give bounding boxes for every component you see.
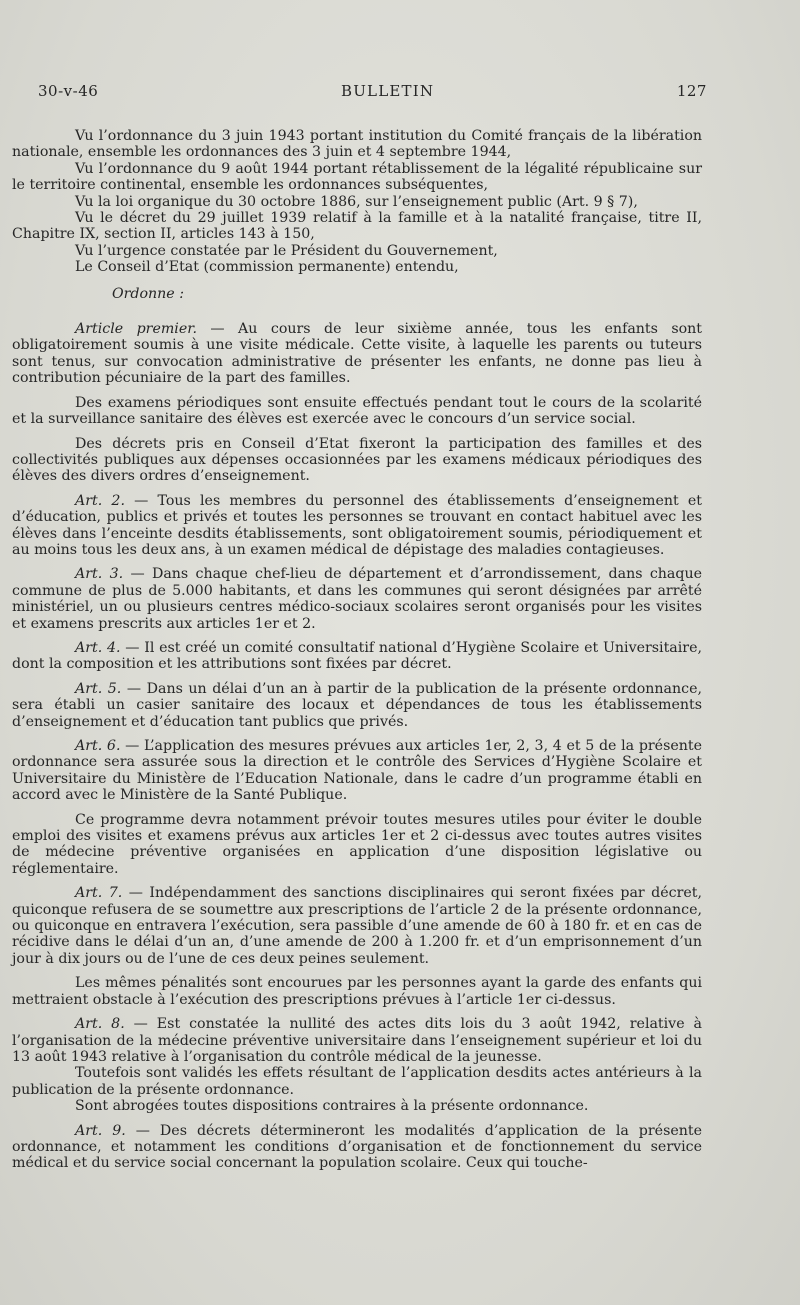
paragraph: Vu l’urgence constatée par le Président du Gouvernement, (75, 242, 498, 259)
paragraph: Art. 6. — L’application des mesures prévues aux articles 1er, 2, 3, 4 et 5 de la présente ordonnance sera assurée sous la direction et le contrôle des Services d’Hygiène Scolaire et Universitaire du Ministère de l’Education Nationale, dans le cadre d’un programme établi en accord avec le Ministère de la Santé Publique. (12, 738, 702, 804)
paragraph: Toutefois sont validés les effets résultant de l’application desdits actes antérieurs à la publication de la présente ordonnance. (12, 1065, 702, 1098)
page-header (38, 82, 707, 100)
paragraph: Art. 2. — Tous les membres du personnel des établissements d’enseignement et d’éducation, publics et privés et toutes les personnes se trouvant en contact habituel avec les élèves dans l’enceinte desdits établissements, sont obligatoirement soumis, périodiquement et au moins tous les deux ans, à un examen médical de dépistage des maladies contagieuses. (12, 492, 702, 558)
article-label: Art. 6. (75, 738, 121, 754)
paragraph: Art. 9. — Des décrets détermineront les modalités d’application de la présente ordonnance, et notamment les conditions d’organisation et de fonctionnement du service médical et du service social concernant la population scolaire. Ceux qui touche- (12, 1122, 702, 1172)
article-label: Article premier. (75, 321, 197, 338)
paragraph: Art. 8. — Est constatée la nullité des actes dits lois du 3 août 1942, relative à l’organisation de la médecine préventive universitaire dans l’enseignement supérieur et loi du 13 août 1943 relative à l’organisation du contrôle médical de la jeunesse. (12, 1016, 702, 1065)
paragraph: Art. 7. — Indépendamment des sanctions disciplinaires qui seront fixées par décret, quiconque refusera de se soumettre aux prescriptions de l’article 2 de la présente ordonnance, ou quiconque en entravera l’exécution, sera passible d’une amende de 60 à 180 fr. et en cas de récidive dans le délai d’un an, d’une amende de 200 à 1.200 fr. et d’un emprisonnement d’un jour à dix jours ou de l’une de ces deux peines seulement. (12, 885, 702, 967)
paragraph: Art. 5. — Dans un délai d’un an à partir de la publication de la présente ordonnance, sera établi un casier sanitaire des locaux et dépendances de tous les établissements d’enseignement et d’éducation tant publics que privés. (12, 680, 702, 730)
paragraph: Des décrets pris en Conseil d’Etat fixeront la participation des familles et des collectivités publiques aux dépenses occasionnées par les examens médicaux périodiques des élèves des divers ordres d’enseignement. (12, 435, 702, 485)
article-label: Art. 3. (75, 566, 124, 583)
paragraph: Le Conseil d’Etat (commission permanente) entendu, (75, 259, 459, 276)
article-label: Art. 7. (75, 885, 123, 902)
paragraph: Vu l’ordonnance du 9 août 1944 portant rétablissement de la légalité républicaine sur le territoire continental, ensemble les ordonnances subséquentes, (12, 160, 702, 194)
paragraph: Les mêmes pénalités sont encourues par les personnes ayant la garde des enfants qui mettraient obstacle à l’exécution des prescriptions prévues à l’article 1er ci-dessus. (12, 975, 702, 1008)
article-label: Art. 4. (75, 639, 121, 656)
ordonne-heading: Ordonne : (112, 285, 184, 302)
issue-date: 30-v-46 (38, 82, 99, 100)
paragraph: Des examens périodiques sont ensuite effectués pendant tout le cours de la scolarité et la surveillance sanitaire des élèves est exercée avec le concours d’un service social. (12, 394, 702, 428)
article-label: Art. 5. (75, 680, 122, 697)
paragraph: Vu l’ordonnance du 3 juin 1943 portant institution du Comité français de la libération nationale, ensemble les ordonnances des 3 juin et 4 septembre 1944, (12, 128, 702, 161)
page-number: 127 (676, 82, 707, 100)
bulletin-title: BULLETIN (340, 82, 435, 100)
paragraph: Sont abrogées toutes dispositions contraires à la présente ordonnance. (75, 1098, 589, 1115)
article-label: Art. 2. (75, 492, 125, 509)
article-label: Art. 8. (75, 1016, 125, 1033)
paragraph: Art. 4. — Il est créé un comité consultatif national d’Hygiène Scolaire et Universitaire, dont la composition et les attributions sont fixées par décret. (12, 639, 702, 673)
paragraph: Article premier. — Au cours de leur sixième année, tous les enfants sont obligatoirement soumis à une visite médicale. Cette visite, à laquelle les parents ou tuteurs sont tenus, sur convocation administrative de présenter les enfants, ne donne pas lieu à contribution pécuniaire de la part des familles. (12, 321, 703, 387)
paragraph: Ce programme devra notamment prévoir toutes mesures utiles pour éviter le double emploi des visites et examens prévus aux articles 1er et 2 ci-dessus avec toutes autres visites de médecine préventive organisées en application d’une disposition législative ou réglementaire. (12, 811, 702, 877)
article-label: Art. 9. (75, 1122, 126, 1139)
paragraph: Vu la loi organique du 30 octobre 1886, sur l’enseignement public (Art. 9 § 7), (75, 193, 638, 210)
document-body (12, 128, 702, 1172)
paragraph: Vu le décret du 29 juillet 1939 relatif à la famille et à la natalité française, titre II, Chapitre IX, section II, articles 143 à 150, (12, 210, 702, 243)
paragraph: Art. 3. — Dans chaque chef-lieu de département et d’arrondissement, dans chaque commune de plus de 5.000 habitants, et dans les communes qui seront désignées par arrêté ministériel, un ou plusieurs centres médico-sociaux scolaires seront organisés pour les visites et examens prescrits aux articles 1er et 2. (12, 566, 702, 632)
